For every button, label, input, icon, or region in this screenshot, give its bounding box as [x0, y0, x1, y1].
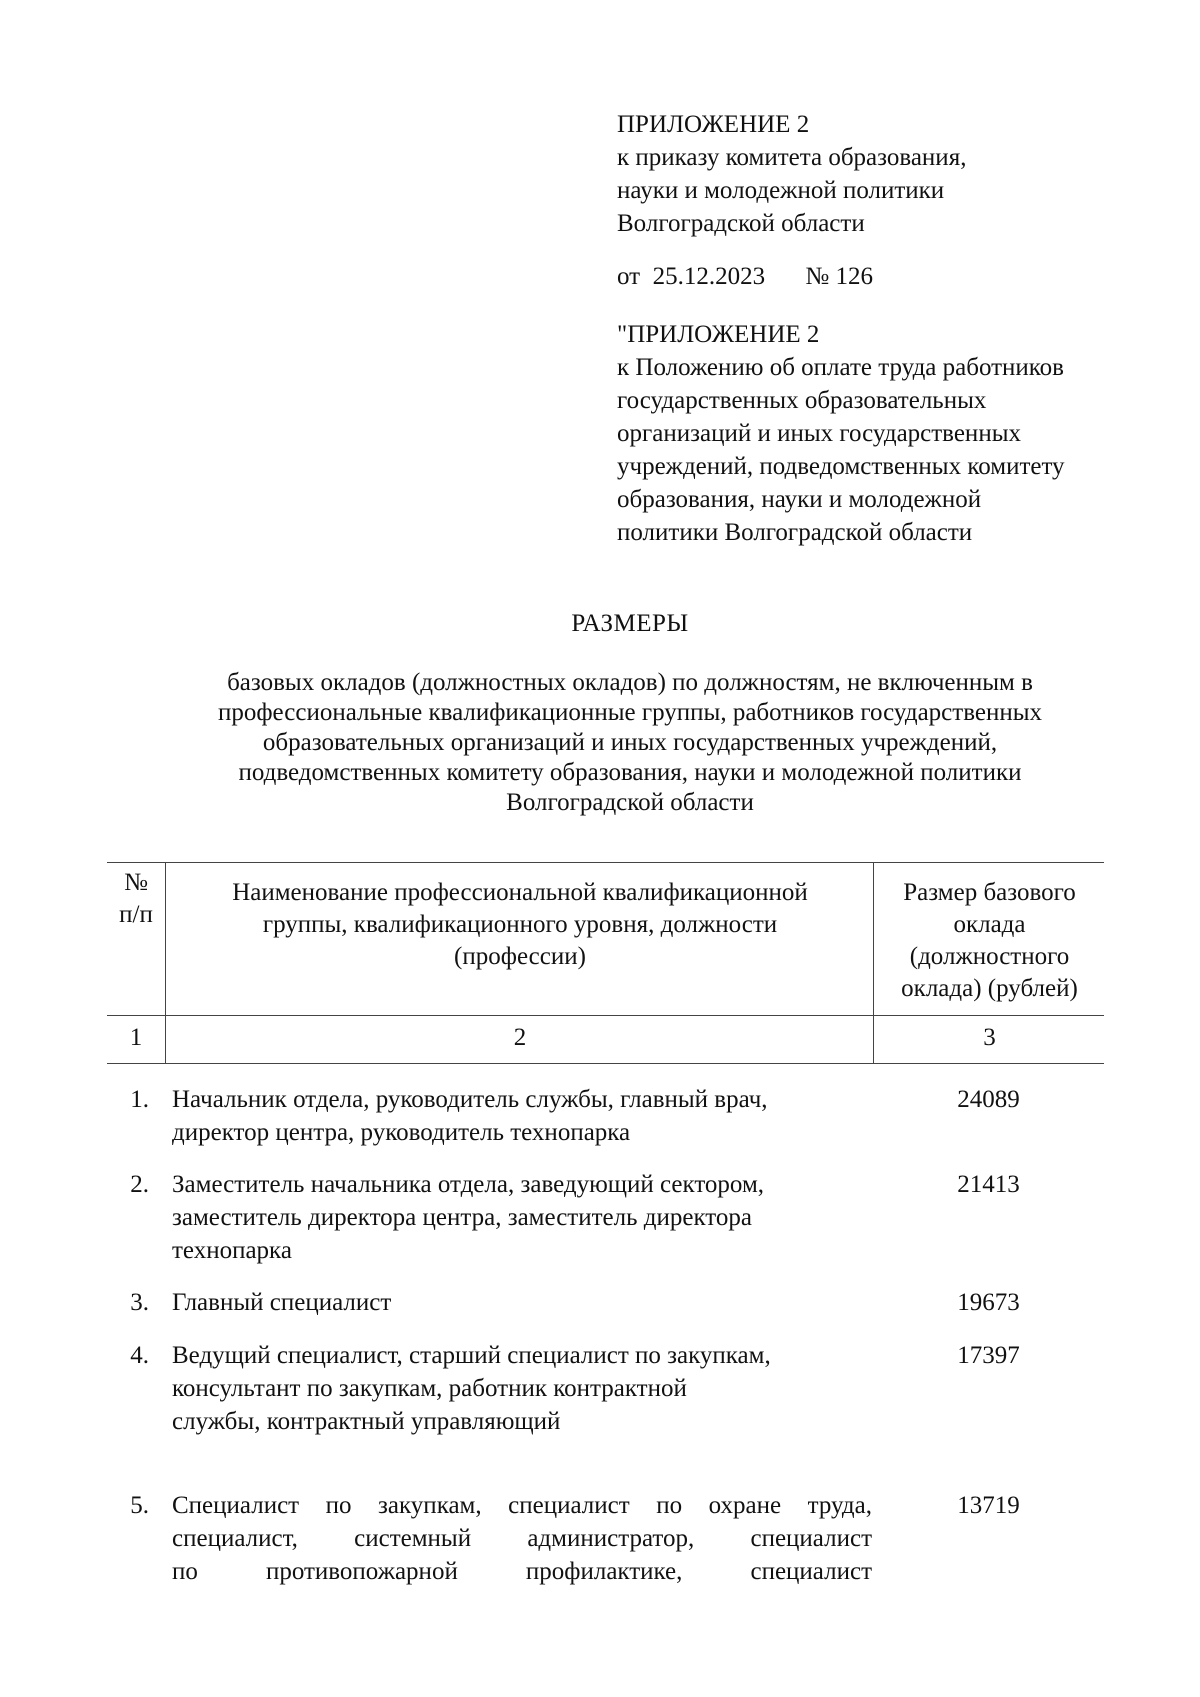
quote-header-line: государственных образовательных — [617, 387, 987, 414]
row-number: 5. — [130, 1492, 149, 1519]
row-number: 4. — [130, 1342, 149, 1369]
row-salary-value: 13719 — [957, 1492, 1020, 1519]
row-salary-value: 17397 — [957, 1342, 1020, 1369]
row-number: 2. — [130, 1171, 149, 1198]
header-line: ПРИЛОЖЕНИЕ 2 — [617, 111, 810, 138]
document-title: РАЗМЕРЫ — [571, 610, 689, 637]
subtitle-line: образовательных организаций и иных государственных учреждений, — [262, 729, 998, 756]
subtitle-line: базовых окладов (должностных окладов) по должностям, не включенным в — [227, 669, 1033, 696]
row-salary-value: 21413 — [957, 1171, 1020, 1198]
column-number: 3 — [873, 1016, 1105, 1062]
column-number: 2 — [165, 1016, 874, 1062]
column-number: 1 — [129, 1024, 143, 1051]
quoted-appendix-header — [617, 318, 1177, 549]
column-numbers-row — [107, 1015, 1104, 1062]
table-header — [107, 862, 1104, 1064]
row-position-name: Специалист по закупкам, специалист по охране труда, специалист, системный администратор, специалист по противопожарной профилактике, специалист — [172, 1492, 872, 1585]
row-number: 1. — [130, 1086, 149, 1113]
subtitle-line: подведомственных комитету образования, науки и молодежной политики — [238, 759, 1022, 786]
header-name-column: Наименование профессиональной квалификационной группы, квалификационного уровня, должности (профессии) — [165, 863, 874, 1063]
order-prefix: от — [617, 263, 641, 290]
document-subtitle — [100, 668, 1160, 818]
quote-header-line: учреждений, подведомственных комитету — [617, 453, 1065, 480]
row-number: 3. — [130, 1289, 149, 1316]
order-reference — [617, 260, 1177, 293]
header-line: науки и молодежной политики — [617, 177, 945, 204]
row-position-name: Ведущий специалист, старший специалист по закупкам, консультант по закупкам, работник контрактной службы, контрактный управляющий — [172, 1342, 771, 1435]
subtitle-line: Волгоградской области — [506, 789, 754, 816]
quote-header-line: "ПРИЛОЖЕНИЕ 2 — [617, 321, 820, 348]
header-line: Волгоградской области — [617, 210, 865, 237]
header-number-column: № п/п — [119, 869, 153, 928]
header-line: к приказу комитета образования, — [617, 144, 967, 171]
header-salary-column: Размер базового оклада (должностного оклада) (рублей) — [873, 863, 1105, 1063]
subtitle-line: профессиональные квалификационные группы, работников государственных — [217, 699, 1043, 726]
row-position-name: Начальник отдела, руководитель службы, главный врач, директор центра, руководитель технопарка — [172, 1086, 768, 1146]
order-date: 25.12.2023 — [652, 263, 766, 290]
row-salary-value: 24089 — [957, 1086, 1020, 1113]
order-number: № 126 — [805, 263, 873, 290]
appendix-header — [617, 108, 1177, 549]
row-position-name: Заместитель начальника отдела, заведующий сектором, заместитель директора центра, заместитель директора технопарка — [172, 1171, 765, 1264]
quote-header-line: к Положению об оплате труда работников — [617, 354, 1064, 381]
quote-header-line: образования, науки и молодежной — [617, 486, 982, 513]
row-salary-value: 19673 — [957, 1289, 1020, 1316]
quote-header-line: политики Волгоградской области — [617, 519, 973, 546]
quote-header-line: организаций и иных государственных — [617, 420, 1021, 447]
row-position-name: Главный специалист — [172, 1289, 392, 1316]
